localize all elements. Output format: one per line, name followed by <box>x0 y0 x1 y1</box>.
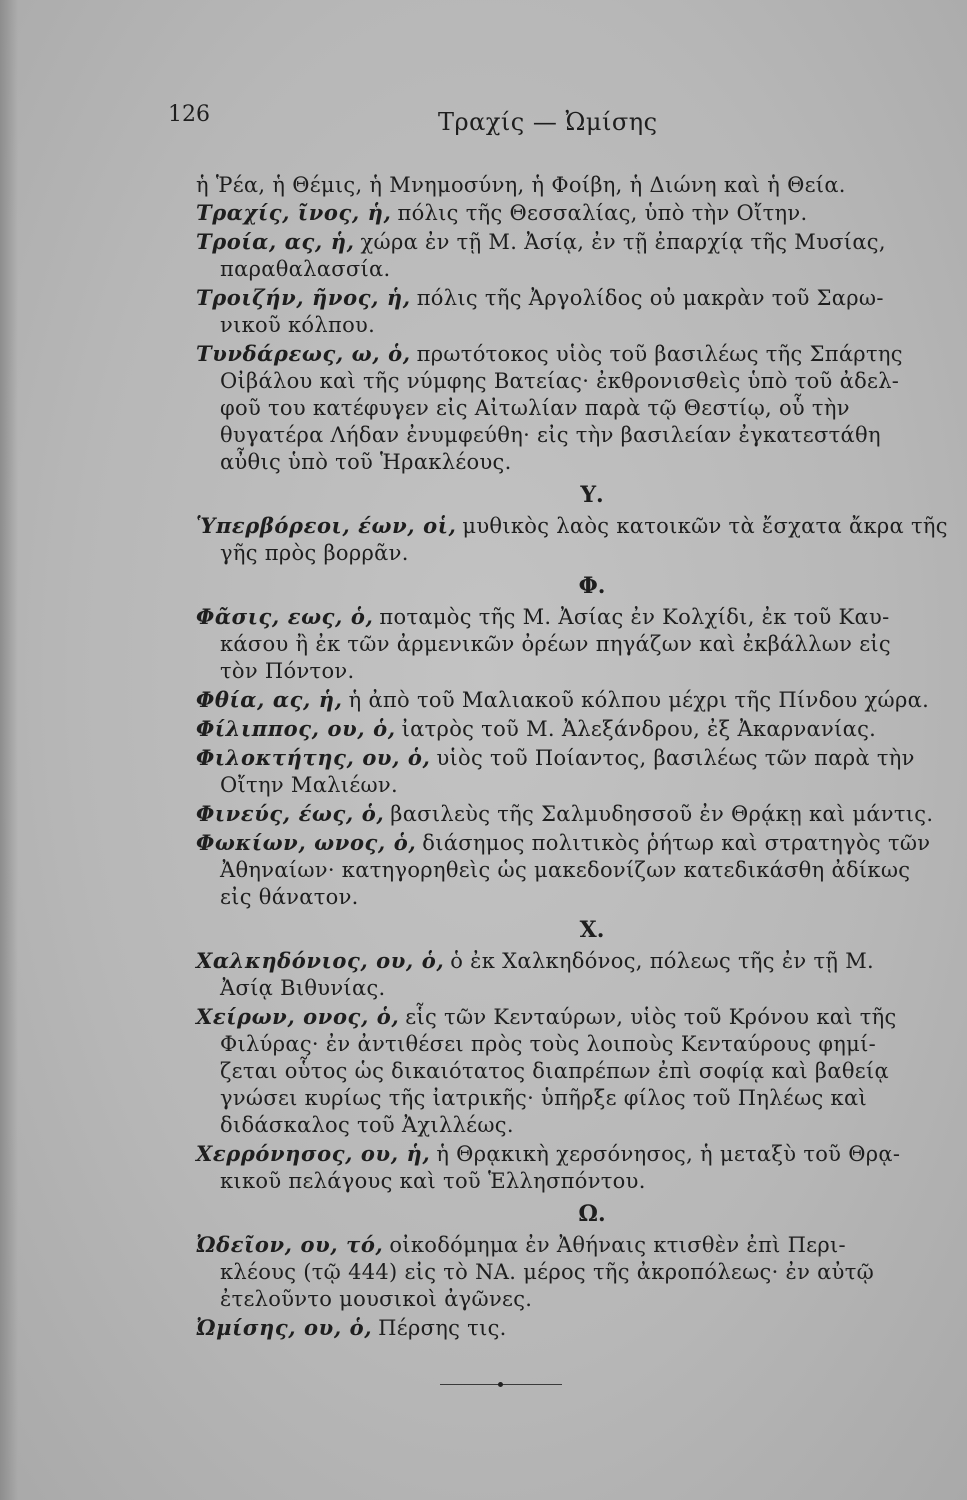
entry-first-line <box>196 800 934 828</box>
entry-continuation-line: παραθαλασσία. <box>220 257 391 281</box>
page-number: 126 <box>168 102 210 127</box>
entry-first-line <box>196 715 908 743</box>
entry-definition: ἡ Θρᾳκικὴ χερσόνησος, ἡ μεταξὺ τοῦ Θρᾳ- <box>436 1142 901 1166</box>
entry-continuation-line: θυγατέρα Λήδαν ἐνυμφεύθη· εἰς τὴν βασιλείαν ἐγκατεστάθη <box>220 423 881 447</box>
entry-first-line <box>196 744 915 772</box>
page-header <box>0 102 967 142</box>
entry-first-line <box>196 1003 908 1031</box>
entry-first-line <box>196 284 908 312</box>
entry-definition: ἰατρὸς τοῦ Μ. Ἀλεξάνδρου, ἐξ Ἀκαρνανίας. <box>401 717 877 741</box>
entry-continuation-line: φοῦ του κατέφυγεν εἰς Αἰτωλίαν παρὰ τῷ Θεστίῳ, οὗ τὴν <box>220 396 850 420</box>
entry-first-line <box>196 1314 908 1342</box>
entry-continuation-line: γνώσει κυρίως τῆς ἰατρικῆς· ὑπῆρξε φίλος τοῦ Πηλέως καὶ <box>220 1086 867 1110</box>
page-shadow <box>0 0 18 1500</box>
entry-first-line <box>196 512 948 540</box>
entry-definition: μυθικὸς λαὸς κατοικῶν τὰ ἔσχατα ἄκρα τῆς <box>462 514 948 538</box>
entry-continuation-line: ζεται οὗτος ὡς δικαιότατος διαπρέπων ἐπὶ σοφίᾳ καὶ βαθείᾳ <box>220 1059 889 1083</box>
entry-headword: Χαλκηδόνιος, ου, ὁ, <box>196 948 445 973</box>
continuation-line: ἡ Ῥέα, ἡ Θέμις, ἡ Μνημοσύνη, ἡ Φοίβη, ἡ Διώνη καὶ ἡ Θεία. <box>196 173 846 197</box>
entry-headword: Φίλιππος, ου, ὁ, <box>196 716 396 741</box>
glossary-entry <box>196 228 908 283</box>
entry-first-line <box>196 947 908 975</box>
entry-definition: πρωτότοκος υἱὸς τοῦ βασιλέως τῆς Σπάρτης <box>416 342 903 366</box>
section-letter: Υ. <box>580 482 604 508</box>
entry-continuation-line: τὸν Πόντον. <box>220 659 355 683</box>
glossary-entry <box>196 199 908 227</box>
entry-headword: Τυνδάρεως, ω, ὁ, <box>196 341 411 366</box>
entry-continuation-line: ἐτελοῦντο μουσικοὶ ἀγῶνες. <box>220 1287 533 1311</box>
glossary-entry <box>196 284 908 339</box>
entry-continuation-line: νικοῦ κόλπου. <box>220 313 376 337</box>
glossary-entry <box>196 744 915 799</box>
entry-headword: Χείρων, ονος, ὁ, <box>196 1004 400 1029</box>
entry-continuation-line: κικοῦ πελάγους καὶ τοῦ Ἑλλησπόντου. <box>220 1169 646 1193</box>
entry-definition: οἰκοδόμημα ἐν Ἀθήναις κτισθὲν ἐπὶ Περι- <box>389 1233 846 1257</box>
entry-definition: υἱὸς τοῦ Ποίαντος, βασιλέως τῶν παρὰ τὴν <box>436 746 915 770</box>
glossary-entry <box>196 1140 908 1195</box>
glossary-body <box>196 172 948 1343</box>
entry-continuation-line: Ἀσίᾳ Βιθυνίας. <box>220 976 386 1000</box>
glossary-entry <box>196 800 934 828</box>
glossary-entry <box>196 686 930 714</box>
entry-headword: Τραχίς, ῖνος, ἡ, <box>196 200 392 225</box>
entry-headword: Ὑπερβόρεοι, έων, οἱ, <box>196 513 457 538</box>
entry-first-line <box>196 228 908 256</box>
entry-headword: Τροιζήν, ῆνος, ἡ, <box>196 285 411 310</box>
glossary-entry <box>196 603 908 685</box>
entry-first-line <box>196 603 908 631</box>
entry-headword: Ὠμίσης, ου, ὁ, <box>196 1315 373 1340</box>
glossary-entry <box>196 1314 908 1342</box>
entry-continuation-line: Ἀθηναίων· κατηγορηθεὶς ὡς μακεδονίζων κατεδικάσθη ἀδίκως <box>220 858 911 882</box>
glossary-entry <box>196 512 948 567</box>
entry-continuation-line: κλέους (τῷ 444) εἰς τὸ ΝΑ. μέρος τῆς ἀκροπόλεως· ἐν αὐτῷ <box>220 1260 875 1284</box>
end-ornament <box>440 1378 562 1392</box>
section-letter: Ω. <box>578 1201 606 1227</box>
entry-continuation-line: Οἴτην Μαλιέων. <box>220 773 398 797</box>
entry-headword: Ὠδεῖον, ου, τό, <box>196 1232 384 1257</box>
entry-continuation-line: εἰς θάνατον. <box>220 885 359 909</box>
entry-definition: διάσημος πολιτικὸς ῥήτωρ καὶ στρατηγὸς τῶν <box>422 831 931 855</box>
entry-first-line <box>196 686 930 714</box>
entry-definition: ποταμὸς τῆς Μ. Ἀσίας ἐν Κολχίδι, ἐκ τοῦ Καυ- <box>379 605 890 629</box>
entry-headword: Τροία, ας, ἡ, <box>196 229 355 254</box>
entry-headword: Φωκίων, ωνος, ὁ, <box>196 830 417 855</box>
entry-first-line <box>196 1231 908 1259</box>
glossary-entry <box>196 340 908 476</box>
entry-continuation-line: αὖθις ὑπὸ τοῦ Ἡρακλέους. <box>220 450 512 474</box>
entry-headword: Φιλοκτήτης, ου, ὁ, <box>196 745 431 770</box>
end-rule-dot <box>498 1382 503 1387</box>
glossary-entry <box>196 1003 908 1139</box>
entry-headword: Φινεύς, έως, ὁ, <box>196 801 385 826</box>
entry-definition: ἡ ἀπὸ τοῦ Μαλιακοῦ κόλπου μέχρι τῆς Πίνδου χώρα. <box>348 688 930 712</box>
glossary-entry <box>196 947 908 1002</box>
entry-definition: εἷς τῶν Κενταύρων, υἱὸς τοῦ Κρόνου καὶ τῆς <box>405 1005 897 1029</box>
entry-definition: βασιλεὺς τῆς Σαλμυδησσοῦ ἐν Θρᾴκῃ καὶ μάντις. <box>390 802 934 826</box>
entry-continuation-line: γῆς πρὸς βορρᾶν. <box>220 541 409 565</box>
entry-definition: ὁ ἐκ Χαλκηδόνος, πόλεως τῆς ἐν τῇ Μ. <box>450 949 875 973</box>
running-head: Τραχίς — Ὠμίσης <box>438 108 658 136</box>
section-letter: Χ. <box>579 917 605 943</box>
entry-first-line <box>196 199 908 227</box>
glossary-entry <box>196 829 931 911</box>
entry-continuation-line: Φιλύρας· ἐν ἀντιθέσει πρὸς τοὺς λοιποὺς Κενταύρους φημί- <box>220 1032 876 1056</box>
entry-first-line <box>196 829 931 857</box>
entry-first-line <box>196 1140 908 1168</box>
section-letter: Φ. <box>578 573 606 599</box>
glossary-entry <box>196 1231 908 1313</box>
entry-continuation-line: κάσου ἢ ἐκ τῶν ἀρμενικῶν ὀρέων πηγάζων καὶ ἐκβάλλων εἰς <box>220 632 891 656</box>
entry-definition: Πέρσης τις. <box>378 1316 507 1340</box>
entry-headword: Χερρόνησος, ου, ἡ, <box>196 1141 431 1166</box>
entry-definition: χώρα ἐν τῇ Μ. Ἀσίᾳ, ἐν τῇ ἐπαρχίᾳ τῆς Μυσίας, <box>360 230 886 254</box>
entry-continuation-line: διδάσκαλος τοῦ Ἀχιλλέως. <box>220 1113 514 1137</box>
glossary-entry <box>196 715 908 743</box>
entry-first-line <box>196 340 908 368</box>
entry-headword: Φᾶσις, εως, ὁ, <box>196 604 374 629</box>
entry-headword: Φθία, ας, ἡ, <box>196 687 343 712</box>
entry-continuation-line: Οἰβάλου καὶ τῆς νύμφης Βατείας· ἐκθρονισθεὶς ὑπὸ τοῦ ἀδελ- <box>220 369 900 393</box>
entry-definition: πόλις τῆς Θεσσαλίας, ὑπὸ τὴν Οἴτην. <box>397 201 808 225</box>
entry-definition: πόλις τῆς Ἀργολίδος οὐ μακρὰν τοῦ Σαρω- <box>416 286 884 310</box>
